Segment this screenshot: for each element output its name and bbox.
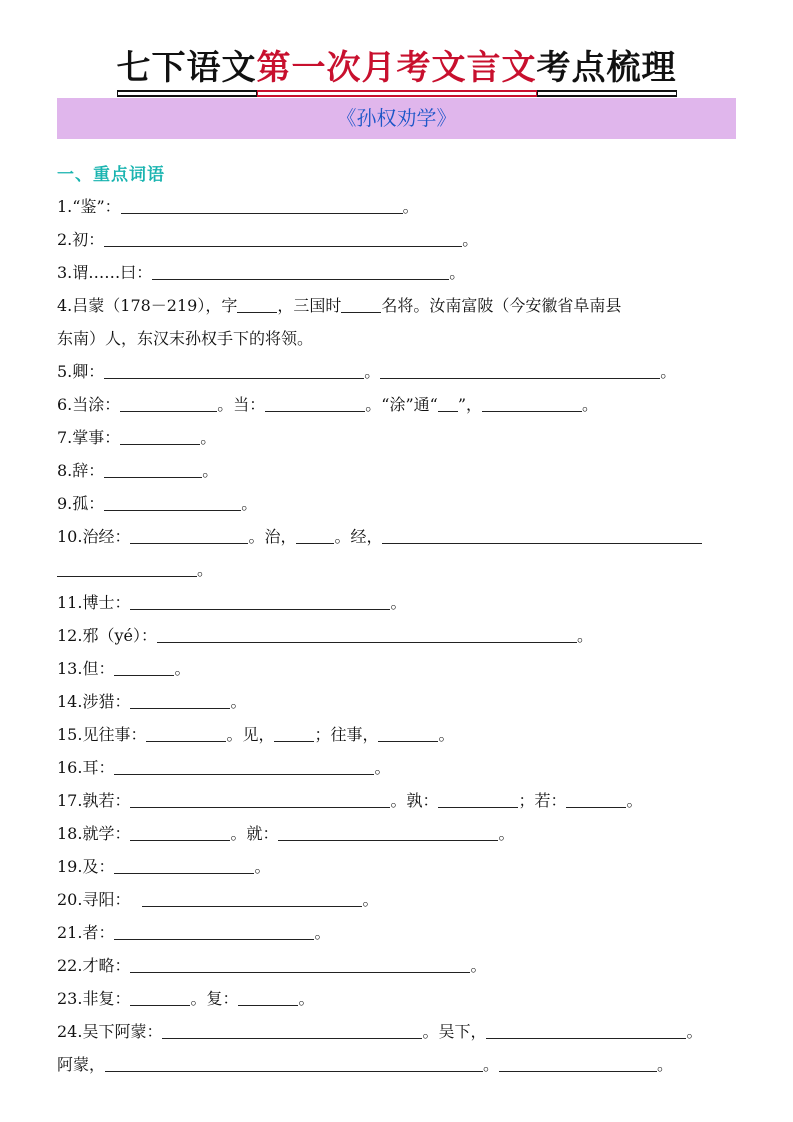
item-end: 。 <box>254 857 271 876</box>
item-label: 7.掌事： <box>57 428 121 447</box>
item-end: 。 <box>362 890 379 909</box>
item-label: 24.吴下阿蒙： <box>57 1022 163 1041</box>
answer-blank[interactable] <box>130 591 390 610</box>
item-1 <box>57 194 419 220</box>
item-9 <box>57 491 257 517</box>
item-7 <box>57 425 216 451</box>
item-label: 12.邪（yé）： <box>57 626 157 645</box>
item-label: 18.就学： <box>57 824 131 843</box>
answer-blank[interactable] <box>162 1020 422 1039</box>
answer-blank[interactable] <box>104 360 364 379</box>
item-end: 。 <box>686 1022 703 1041</box>
item-label: 23.非复： <box>57 989 131 1008</box>
item-end: 。 <box>200 428 217 447</box>
answer-blank[interactable] <box>378 723 438 742</box>
answer-blank[interactable] <box>121 195 403 214</box>
item-text: ”， <box>457 395 483 414</box>
answer-blank[interactable] <box>237 294 277 313</box>
item-end: 。 <box>374 758 391 777</box>
item-4 <box>57 293 621 319</box>
item-15 <box>57 722 455 748</box>
title-part-1: 七下语文 <box>117 40 257 92</box>
answer-blank[interactable] <box>130 954 470 973</box>
answer-blank[interactable] <box>278 822 498 841</box>
item-end: 。 <box>626 791 643 810</box>
item-label: 13.但： <box>57 659 115 678</box>
item-label: 10.治经： <box>57 527 131 546</box>
item-end: 。 <box>298 989 315 1008</box>
answer-blank[interactable] <box>114 756 374 775</box>
answer-blank[interactable] <box>105 1053 483 1072</box>
item-label: 1.“鉴”： <box>57 197 121 216</box>
item-10 <box>57 524 702 550</box>
lesson-banner: 《孙权劝学》 <box>57 98 736 139</box>
item-24-cont <box>57 1052 673 1078</box>
answer-blank[interactable] <box>104 459 202 478</box>
answer-blank[interactable] <box>130 987 190 1006</box>
item-end: 。 <box>470 956 487 975</box>
answer-blank[interactable] <box>499 1053 657 1072</box>
item-19 <box>57 854 270 880</box>
answer-blank[interactable] <box>438 789 518 808</box>
item-12 <box>57 623 593 649</box>
item-23 <box>57 986 314 1012</box>
answer-blank[interactable] <box>142 888 362 907</box>
item-label: 9.孤： <box>57 494 105 513</box>
answer-blank[interactable] <box>130 789 390 808</box>
item-label: 16.耳： <box>57 758 115 777</box>
item-text: 名将。汝南富陂（今安徽省阜南县 <box>381 296 622 315</box>
answer-blank[interactable] <box>274 723 314 742</box>
item-24 <box>57 1019 702 1045</box>
item-text: ，三国时 <box>277 296 342 315</box>
item-10-cont <box>57 557 213 583</box>
item-label: 5.卿： <box>57 362 105 381</box>
answer-blank[interactable] <box>382 525 702 544</box>
answer-blank[interactable] <box>57 558 197 577</box>
answer-blank[interactable] <box>114 855 254 874</box>
item-text: 。经， <box>334 527 383 546</box>
answer-blank[interactable] <box>238 987 298 1006</box>
item-label: 11.博士： <box>57 593 131 612</box>
item-end: 。 <box>202 461 219 480</box>
item-end: 。 <box>402 197 419 216</box>
answer-blank[interactable] <box>130 690 230 709</box>
item-end: 。 <box>314 923 331 942</box>
item-label: 8.辞： <box>57 461 105 480</box>
item-text: 。见， <box>226 725 275 744</box>
item-4-cont <box>57 326 313 352</box>
item-14 <box>57 689 246 715</box>
item-11 <box>57 590 406 616</box>
answer-blank[interactable] <box>130 525 248 544</box>
item-16 <box>57 755 390 781</box>
answer-blank[interactable] <box>120 393 217 412</box>
item-end: 。 <box>230 692 247 711</box>
item-end: 。 <box>390 593 407 612</box>
item-13 <box>57 656 190 682</box>
item-text: 。 <box>364 362 381 381</box>
item-label: 3.谓……曰： <box>57 263 153 282</box>
item-end: 。 <box>438 725 455 744</box>
answer-blank[interactable] <box>486 1020 686 1039</box>
answer-blank[interactable] <box>157 624 577 643</box>
item-end: 。 <box>241 494 258 513</box>
answer-blank[interactable] <box>114 921 314 940</box>
item-label: 21.者： <box>57 923 115 942</box>
item-17 <box>57 788 643 814</box>
answer-blank[interactable] <box>341 294 381 313</box>
item-label: 14.涉猎： <box>57 692 131 711</box>
item-end: 。 <box>576 626 593 645</box>
item-text: 。 <box>483 1055 500 1074</box>
item-label: 20.寻阳： <box>57 890 131 909</box>
item-label: 4.吕蒙（178－219），字 <box>57 296 238 315</box>
answer-blank[interactable] <box>114 657 174 676</box>
item-2 <box>57 227 478 253</box>
item-8 <box>57 458 218 484</box>
item-3 <box>57 260 465 286</box>
item-text: 东南）人，东汉末孙权手下的将领。 <box>57 329 314 348</box>
item-end: 。 <box>174 659 191 678</box>
answer-blank[interactable] <box>104 492 241 511</box>
item-text: ；若： <box>518 791 567 810</box>
item-20 <box>57 887 378 913</box>
item-5 <box>57 359 676 385</box>
item-text: 。孰： <box>390 791 439 810</box>
item-text: 。治， <box>248 527 297 546</box>
item-label: 22.才略： <box>57 956 131 975</box>
answer-blank[interactable] <box>130 822 230 841</box>
item-text: 。吴下， <box>422 1022 487 1041</box>
item-6 <box>57 392 598 418</box>
answer-blank[interactable] <box>152 261 449 280</box>
item-label: 17.孰若： <box>57 791 131 810</box>
title-part-3: 考点梳理 <box>537 40 677 92</box>
section-heading: 一、重点词语 <box>57 165 165 185</box>
item-text: 。就： <box>230 824 279 843</box>
item-text: 阿蒙， <box>57 1055 106 1074</box>
item-22 <box>57 953 486 979</box>
answer-blank[interactable] <box>380 360 660 379</box>
answer-blank[interactable] <box>146 723 226 742</box>
item-end: 。 <box>197 560 214 579</box>
item-label: 2.初： <box>57 230 105 249</box>
item-end: 。 <box>449 263 466 282</box>
item-end: 。 <box>462 230 479 249</box>
answer-blank[interactable] <box>104 228 462 247</box>
item-text: ；往事， <box>314 725 379 744</box>
answer-blank[interactable] <box>120 426 200 445</box>
item-end: 。 <box>657 1055 674 1074</box>
item-end: 。 <box>582 395 599 414</box>
item-label: 6.当涂： <box>57 395 121 414</box>
item-21 <box>57 920 330 946</box>
item-text: 。复： <box>190 989 239 1008</box>
item-text: 。“涂”通“ <box>365 395 438 414</box>
title-part-2: 第一次月考文言文 <box>257 40 537 92</box>
item-18 <box>57 821 514 847</box>
answer-blank[interactable] <box>438 393 458 412</box>
item-label: 19.及： <box>57 857 115 876</box>
item-end: 。 <box>498 824 515 843</box>
item-label: 15.见往事： <box>57 725 147 744</box>
answer-blank[interactable] <box>296 525 334 544</box>
answer-blank[interactable] <box>566 789 626 808</box>
page-title <box>0 40 793 92</box>
item-end: 。 <box>660 362 677 381</box>
answer-blank[interactable] <box>265 393 365 412</box>
answer-blank[interactable] <box>482 393 582 412</box>
item-text: 。当： <box>217 395 266 414</box>
